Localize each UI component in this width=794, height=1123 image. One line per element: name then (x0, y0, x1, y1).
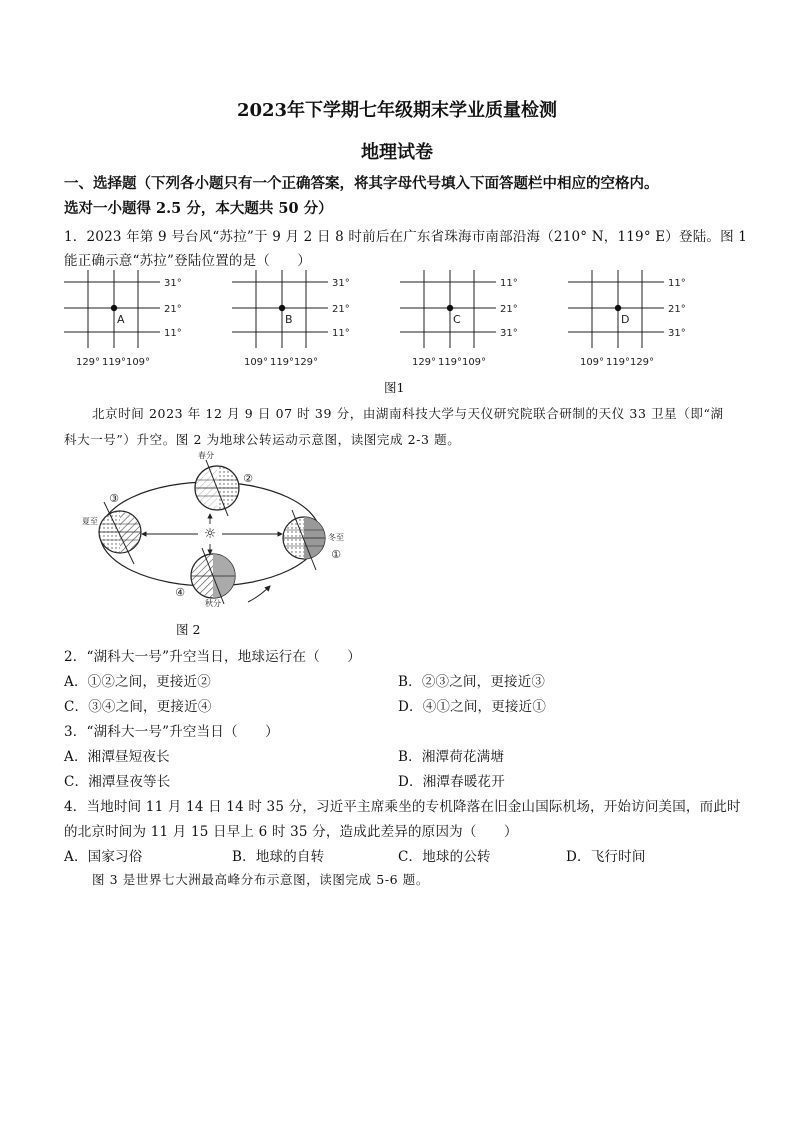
marker-2: ② (243, 472, 253, 485)
longitude-label: 129° (75, 357, 101, 368)
longitude-label: 119° (101, 357, 127, 368)
question-3-option-c: C．湘潭昼夜等长 (64, 774, 171, 790)
latitude-label: 21° (668, 304, 686, 315)
panel-letter: D (621, 313, 630, 326)
latitude-label: 21° (332, 304, 350, 315)
longitude-label: 119° (269, 357, 295, 368)
longitude-label: 109° (579, 357, 605, 368)
landing-point (615, 305, 621, 311)
landing-point (111, 305, 117, 311)
figure-2-orbit-diagram (70, 451, 360, 614)
section-heading-line1: 一、选择题（下列各小题只有一个正确答案，将其字母代号填入下面答题栏中相应的空格内。 (64, 175, 659, 192)
longitude-label: 109° (243, 357, 269, 368)
latitude-label: 11° (164, 328, 182, 339)
question-2-option-c: C．③④之间，更接近④ (64, 699, 212, 715)
panel-letter: A (117, 313, 125, 326)
figure-1-panel-c (400, 270, 518, 368)
earth-autumn-equinox (191, 548, 235, 604)
longitude-label: 129° (411, 357, 437, 368)
longitude-label: 109° (125, 357, 151, 368)
question-4-line2: 的北京时间为 11 月 15 日早上 6 时 35 分，造成此差异的原因为（ ） (64, 824, 518, 840)
landing-point (447, 305, 453, 311)
figure-1-panel-b (232, 270, 350, 368)
question-2-option-b: B．②③之间，更接近③ (398, 674, 546, 690)
question-3-option-b: B．湘潭荷花满塘 (398, 749, 505, 765)
latitude-label: 31° (500, 328, 518, 339)
question-1-line1: 1．2023 年第 9 号台风“苏拉”于 9 月 2 日 8 时前后在广东省珠海市南部沿海（210° N，119° E）登陆。图 1 (64, 229, 748, 245)
question-2-option-a: A．①②之间，更接近② (64, 674, 211, 690)
longitude-label: 109° (461, 357, 487, 368)
figure-1-grids (0, 268, 794, 373)
earth-summer-solstice (99, 502, 141, 564)
sun-icon: ☼ (203, 526, 217, 542)
exam-subtitle: 地理试卷 (361, 142, 433, 163)
figure-1-caption: 图1 (384, 380, 405, 395)
latitude-label: 31° (332, 278, 350, 289)
latitude-label: 11° (500, 278, 518, 289)
latitude-label: 31° (668, 328, 686, 339)
question-3-stem: 3．“湖科大一号”升空当日（ ） (64, 724, 279, 740)
exam-title: 2023年下学期七年级期末学业质量检测 (236, 100, 558, 121)
marker-3: ③ (109, 492, 119, 505)
latitude-label: 21° (164, 304, 182, 315)
question-4-option-c: C．地球的公转 (398, 849, 491, 865)
longitude-label: 119° (437, 357, 463, 368)
intro-2-3-line2: 科大一号”）升空。图 2 为地球公转运动示意图，读图完成 2-3 题。 (64, 432, 461, 447)
question-1-line2: 能正确示意“苏拉”登陆位置的是（ ） (64, 253, 312, 269)
earth-spring-equinox (195, 460, 239, 516)
figure-2-caption: 图 2 (176, 622, 201, 637)
orbit-direction-arrow (248, 586, 270, 602)
label-summer-solstice: 夏至 (82, 517, 98, 526)
label-autumn-equinox: 秋分 (205, 599, 221, 608)
marker-1: ① (331, 548, 341, 561)
label-winter-solstice: 冬至 (328, 533, 344, 542)
longitude-label: 129° (293, 357, 319, 368)
label-spring-equinox: 春分 (198, 451, 214, 460)
figure-1-panel-a (64, 270, 182, 368)
intro-2-3-line1: 北京时间 2023 年 12 月 9 日 07 时 39 分，由湖南科技大学与天仪研究院联合研制的天仪 33 卫星（即“湖 (92, 406, 724, 421)
latitude-label: 21° (500, 304, 518, 315)
panel-letter: C (453, 313, 461, 326)
question-3-option-a: A．湘潭昼短夜长 (64, 749, 170, 765)
intro-5-6: 图 3 是世界七大洲最高峰分布示意图，读图完成 5-6 题。 (92, 872, 429, 887)
question-4-option-d: D．飞行时间 (566, 849, 646, 865)
question-3-option-d: D．湘潭春暖花开 (398, 774, 505, 790)
longitude-label: 119° (605, 357, 631, 368)
section-heading-line2: 选对一小题得 2.5 分，本大题共 50 分） (64, 200, 333, 217)
question-4-option-b: B．地球的自转 (232, 849, 325, 865)
question-2-stem: 2．“湖科大一号”升空当日，地球运行在（ ） (64, 649, 361, 665)
question-4-line1: 4．当地时间 11 月 14 日 14 时 35 分，习近平主席乘坐的专机降落在旧金山国际机场，开始访问美国，而此时 (64, 799, 741, 815)
landing-point (279, 305, 285, 311)
question-2-option-d: D．④①之间，更接近① (398, 699, 547, 715)
marker-4: ④ (175, 586, 185, 599)
question-4-option-a: A．国家习俗 (64, 849, 143, 865)
figure-1-panel-d (568, 270, 686, 368)
latitude-label: 31° (164, 278, 182, 289)
longitude-label: 129° (629, 357, 655, 368)
latitude-label: 11° (668, 278, 686, 289)
panel-letter: B (285, 313, 293, 326)
latitude-label: 11° (332, 328, 350, 339)
